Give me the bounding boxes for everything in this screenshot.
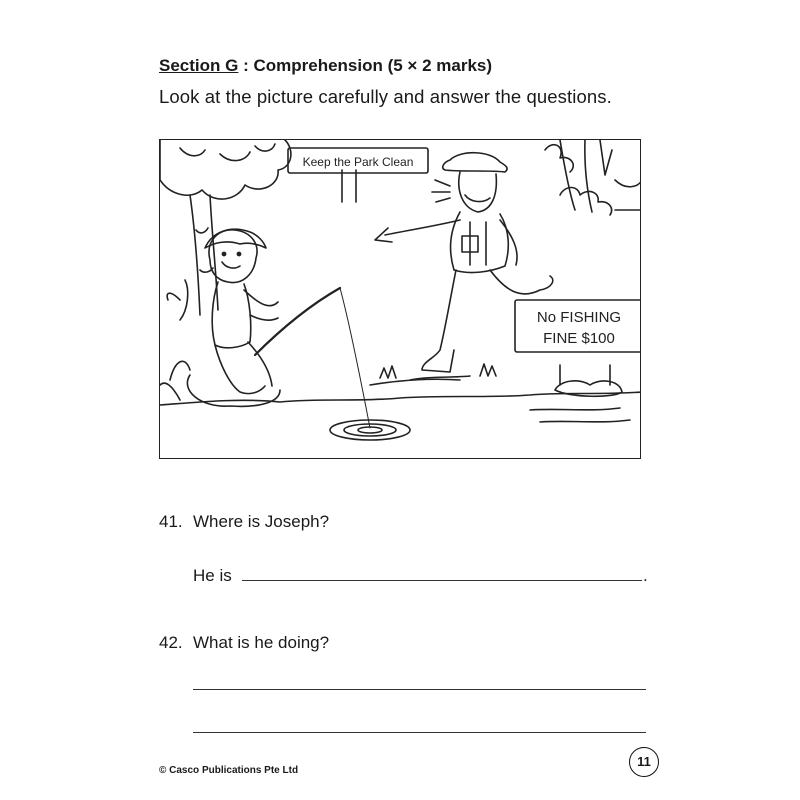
question-41-text: Where is Joseph?	[193, 512, 330, 531]
section-title: : Comprehension (5 × 2 marks)	[238, 56, 493, 75]
question-42-number: 42.	[159, 633, 183, 652]
question-41-number: 41.	[159, 512, 183, 531]
section-label: Section G	[159, 56, 239, 75]
copyright-notice: © Casco Publications Pte Ltd	[159, 765, 299, 776]
boy-figure	[187, 229, 280, 406]
ranger-figure	[375, 153, 553, 372]
page-number-badge: 11	[629, 747, 659, 777]
answer-41-prefix: He is	[193, 566, 232, 585]
answer-42-line-2[interactable]	[193, 732, 646, 733]
answer-41-period: .	[643, 566, 648, 585]
question-42-text: What is he doing?	[193, 633, 330, 652]
section-heading	[159, 56, 492, 76]
fishing-rod	[255, 288, 340, 355]
answer-41-line[interactable]	[242, 580, 642, 581]
fishing-sign-line-1: No FISHING	[536, 309, 622, 326]
park-sign-text: Keep the Park Clean	[302, 155, 414, 169]
answer-42-line-1[interactable]	[193, 689, 646, 690]
comprehension-picture	[159, 139, 641, 459]
park-scene-illustration	[160, 140, 641, 459]
fishing-sign-line-2: FINE $100	[543, 330, 615, 347]
water-ripple	[330, 420, 410, 440]
instruction-text: Look at the picture carefully and answer the questions.	[159, 86, 612, 107]
